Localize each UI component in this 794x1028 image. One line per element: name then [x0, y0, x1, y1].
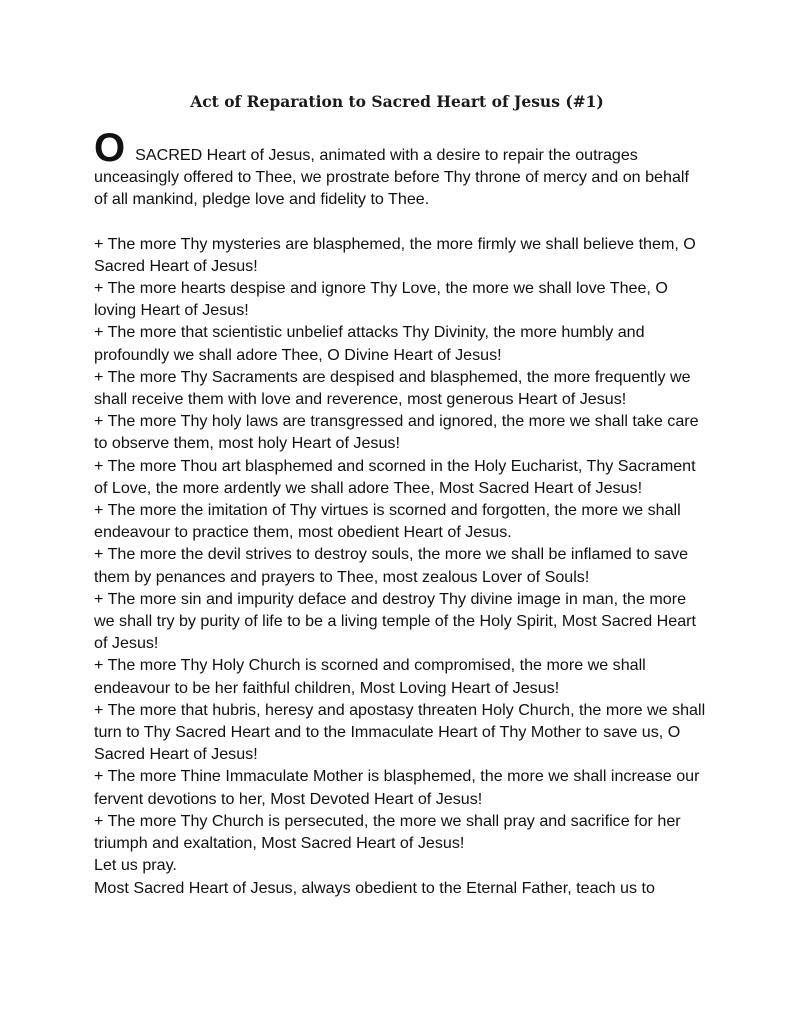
document-body: [94, 126, 706, 899]
document-title: Act of Reparation to Sacred Heart of Jesus (#1): [190, 92, 604, 111]
invocation-line: + The more that scientistic unbelief attacks Thy Divinity, the more humbly and profoundly we shall adore Thee, O Divine Heart of Jesus!: [94, 323, 645, 364]
invocation-line: + The more Thine Immaculate Mother is blasphemed, the more we shall increase our fervent devotions to her, Most Devoted Heart of Jesus!: [94, 767, 700, 808]
invocation-line: + The more Thy holy laws are transgressed and ignored, the more we shall take care to observe them, most holy Heart of Jesus!: [94, 412, 699, 453]
invocation-line: + The more sin and impurity deface and destroy Thy divine image in man, the more we shall try by purity of life to be a living temple of the Holy Spirit, Most Sacred Heart of Jesus!: [94, 589, 696, 653]
invocation-list: [94, 233, 706, 855]
intro-rest: unceasingly offered to Thee, we prostrate before Thy throne of mercy and on behalf of all mankind, pledge love and fidelity to Thee.: [94, 168, 689, 209]
intro-paragraph: [94, 126, 706, 211]
invocation-line: + The more Thou art blasphemed and scorned in the Holy Eucharist, Thy Sacrament of Love, the more ardently we shall adore Thee, Most Sacred Heart of Jesus!: [94, 456, 696, 497]
closing-line: Let us pray.: [94, 856, 177, 875]
closing-prayer: [94, 854, 706, 898]
drop-cap: O: [94, 126, 126, 170]
invocation-line: + The more hearts despise and ignore Thy Love, the more we shall love Thee, O loving Heart of Jesus!: [94, 279, 668, 320]
invocation-line: + The more Thy Holy Church is scorned and compromised, the more we shall endeavour to be her faithful children, Most Loving Heart of Jesus!: [94, 656, 646, 697]
closing-line: Most Sacred Heart of Jesus, always obedient to the Eternal Father, teach us to: [94, 878, 655, 897]
invocation-line: + The more the imitation of Thy virtues is scorned and forgotten, the more we shall endeavour to practice them, most obedient Heart of Jesus.: [94, 501, 681, 542]
invocation-line: + The more Thy Sacraments are despised and blasphemed, the more frequently we shall receive them with love and reverence, most generous Heart of Jesus!: [94, 367, 691, 409]
invocation-line: + The more the devil strives to destroy souls, the more we shall be inflamed to save them by penances and prayers to Thee, most zealous Lover of Souls!: [94, 545, 689, 586]
invocation-line: + The more that hubris, heresy and apostasy threaten Holy Church, the more we shall turn to Thy Sacred Heart and to the Immaculate Heart of Thy Mother to save us, O Sacred Heart of Jesus!: [94, 700, 706, 764]
invocation-line: + The more Thy Church is persecuted, the more we shall pray and sacrifice for her triumph and exaltation, Most Sacred Heart of Jesus!: [94, 811, 681, 853]
intro-first-line: SACRED Heart of Jesus, animated with a desire to repair the outrages: [135, 146, 638, 164]
invocation-line: + The more Thy mysteries are blasphemed, the more firmly we shall believe them, O Sacred Heart of Jesus!: [94, 234, 696, 275]
